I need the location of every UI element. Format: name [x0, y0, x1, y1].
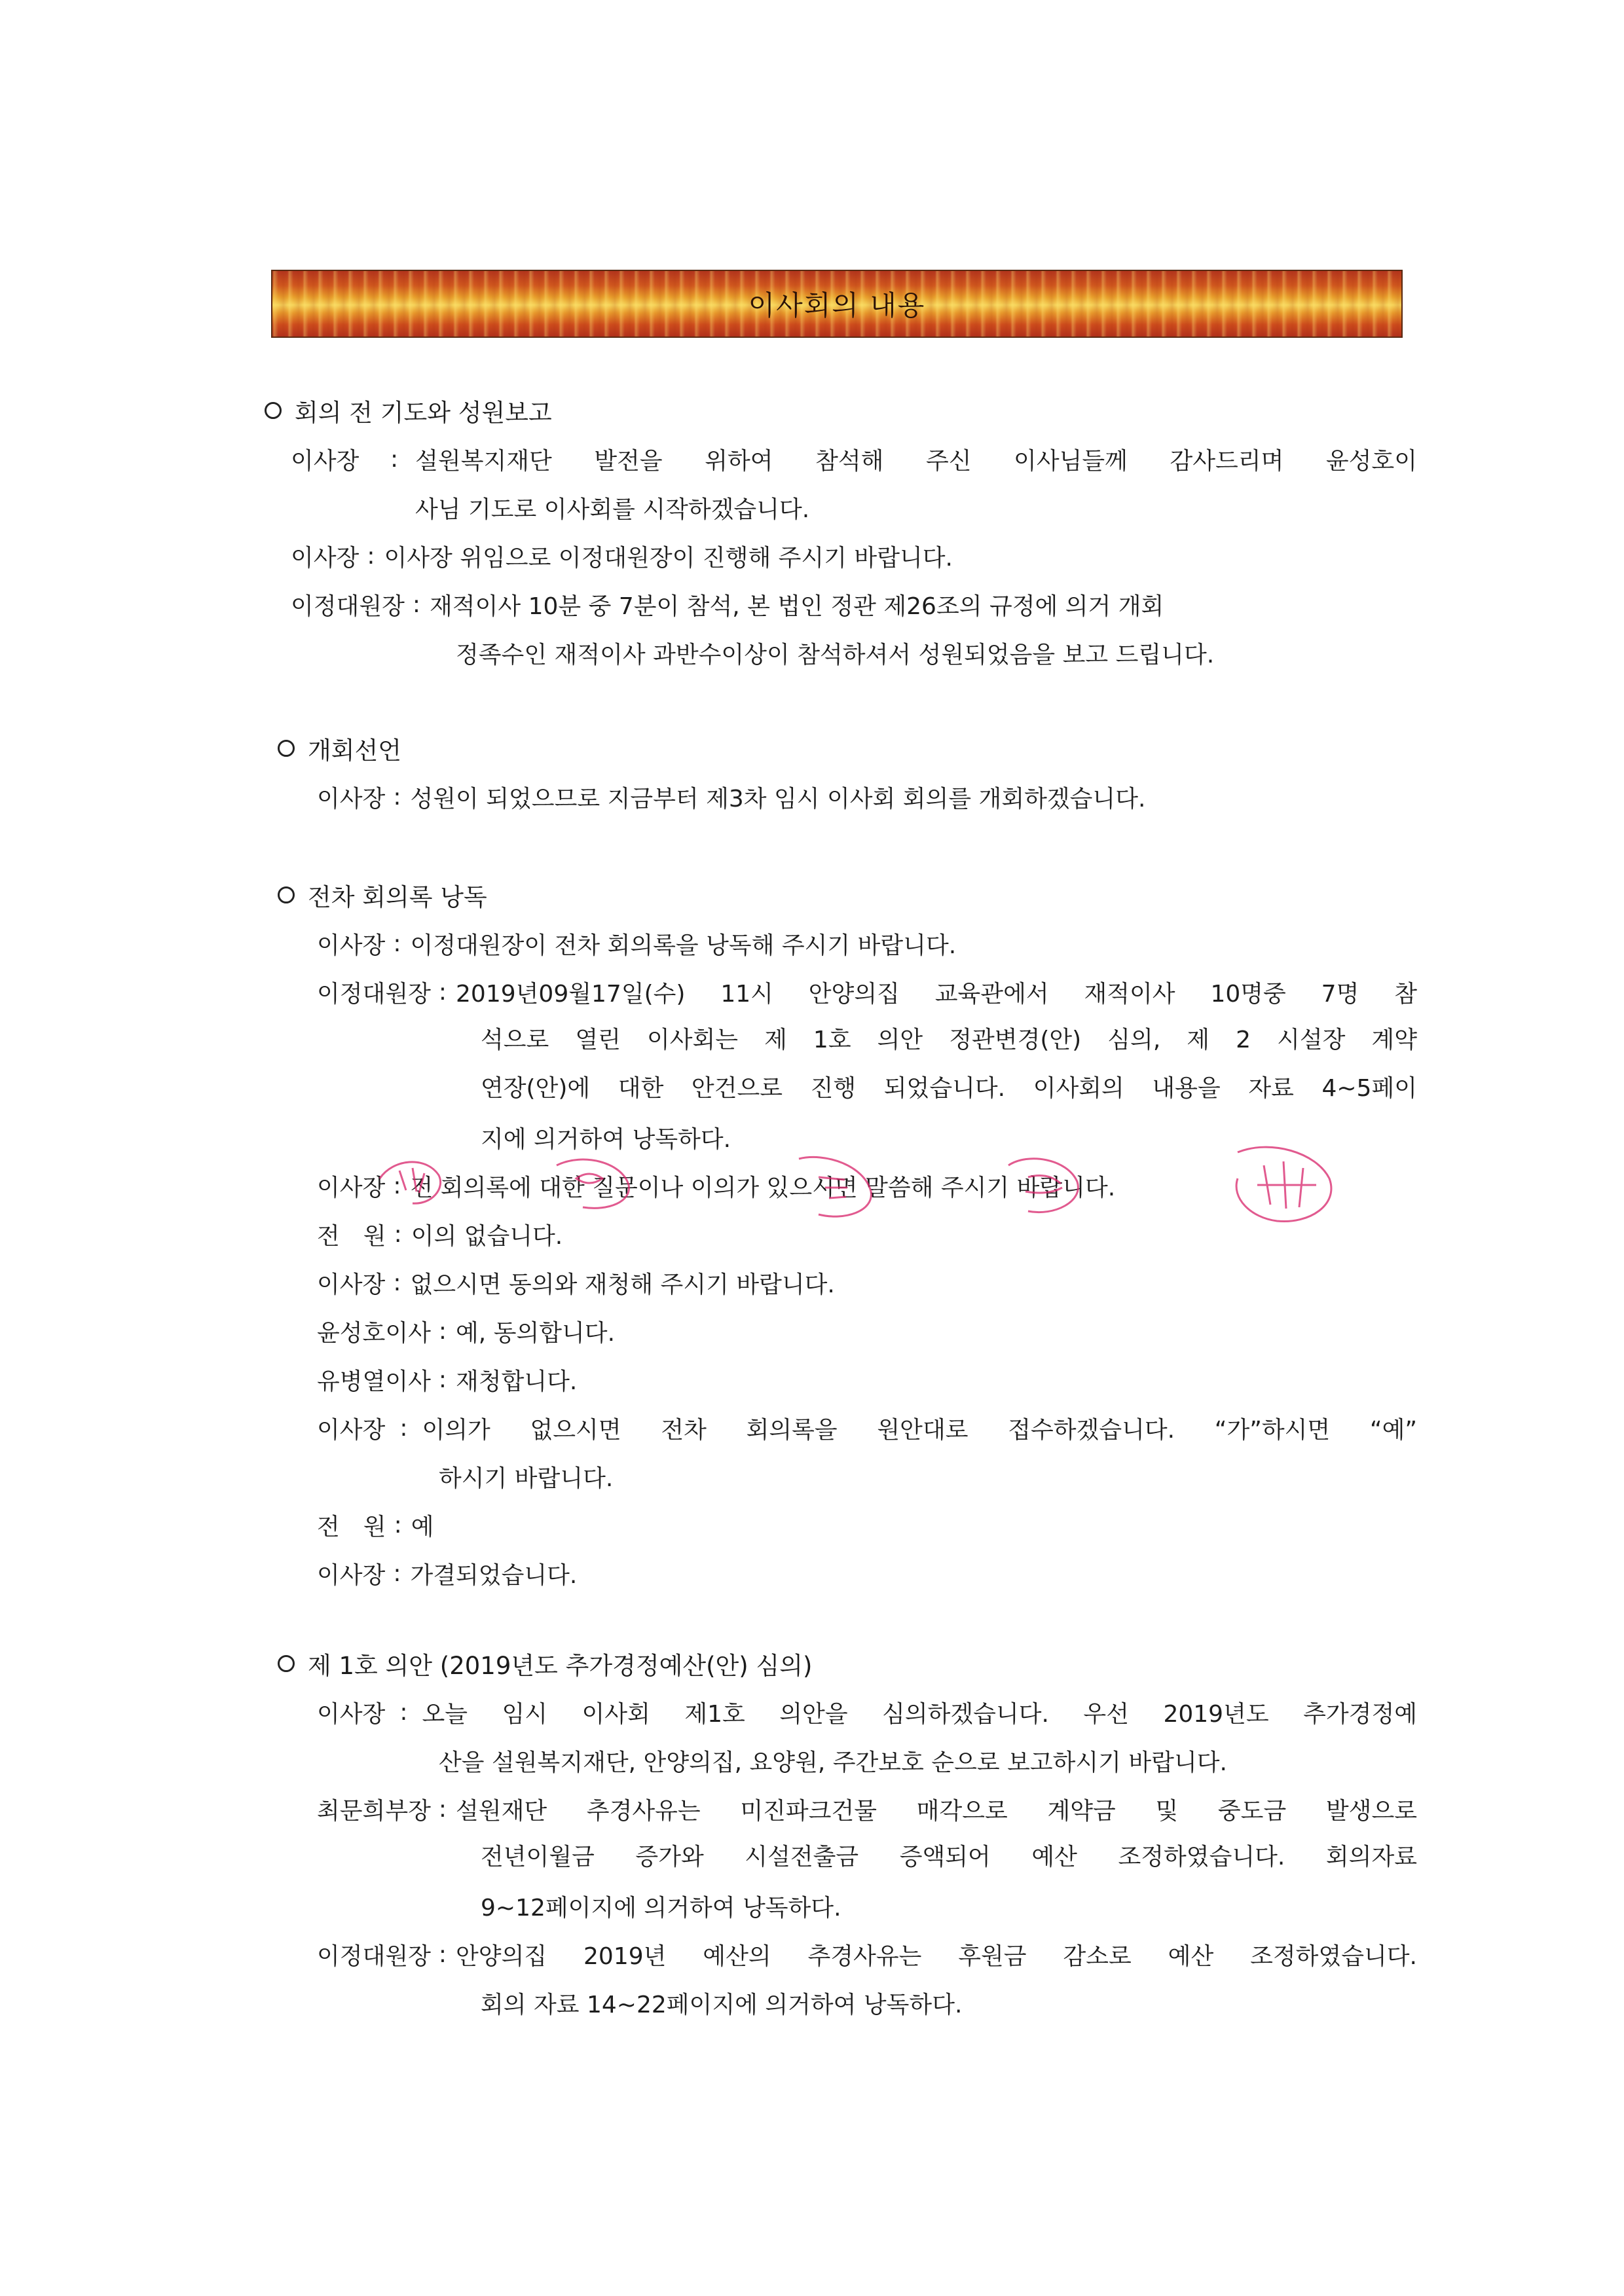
speech-text: 재청합니다.: [456, 1368, 578, 1395]
speech-text: 2019년09월17일(수) 11시 안양의집 교육관에서 재적이사 10명중 7명 참: [456, 980, 1417, 1008]
speaker-label: 이사장: [291, 447, 360, 475]
speech-line: [317, 1307, 1417, 1355]
section-title: 개회선언: [308, 737, 401, 765]
speech-continuation: 하시기 바랍니다.: [439, 1465, 614, 1492]
speech-line: [291, 532, 1417, 580]
speech-line: [317, 1210, 1417, 1258]
speaker-label: 이정대원장: [317, 980, 431, 1008]
banner-title: 이사회의 내용: [748, 289, 926, 321]
speech-line: [317, 1404, 1417, 1452]
circle-bullet-icon: [278, 1655, 295, 1672]
speaker-label: 전 원: [317, 1222, 386, 1250]
separator: :: [438, 978, 447, 1006]
speech-text: 재적이사 10분 중 7분이 참석, 본 법인 정관 제26조의 규정에 의거 개회: [430, 592, 1164, 620]
speech-text: 이의가 없으시면 전차 회의록을 원안대로 접수하겠습니다. “가”하시면 “예”: [422, 1416, 1417, 1444]
section-heading: [265, 386, 1417, 435]
separator: :: [399, 1414, 408, 1442]
speech-continuation: 연장(안)에 대한 안건으로 진행 되었습니다. 이사회의 내용을 자료 4~5페이: [481, 1075, 1417, 1102]
section-heading: [278, 724, 1417, 773]
speech-text: 설원복지재단 발전을 위하여 참석해 주신 이사님들께 감사드리며 윤성호이: [415, 447, 1417, 475]
speech-line: [317, 1688, 1417, 1736]
speech-text: 예, 동의합니다.: [456, 1319, 616, 1347]
speech-text: 성원이 되었으므로 지금부터 제3차 임시 이사회 회의를 개회하겠습니다.: [410, 785, 1146, 812]
speech-text: 이의 없습니다.: [411, 1222, 563, 1250]
separator: :: [412, 591, 421, 618]
speech-line: [317, 1258, 1417, 1307]
speech-text: 없으시면 동의와 재청해 주시기 바랍니다.: [410, 1271, 835, 1298]
separator: :: [438, 1795, 447, 1823]
speech-line: [317, 1785, 1417, 1833]
speech-continuation: 사님 기도로 이사회를 시작하겠습니다.: [415, 496, 810, 523]
separator: :: [393, 1559, 401, 1587]
speech-line: [317, 919, 1417, 968]
speech-line: [291, 580, 1417, 629]
speech-line: [317, 968, 1417, 1016]
speech-continuation: 9~12페이지에 의거하여 낭독하다.: [481, 1894, 841, 1922]
speech-line: [317, 1161, 1417, 1210]
separator: :: [438, 1366, 447, 1393]
speech-text: 오늘 임시 이사회 제1호 의안을 심의하겠습니다. 우선 2019년도 추가경정예: [422, 1700, 1417, 1728]
speech-continuation: 지에 의거하여 낭독하다.: [481, 1125, 731, 1153]
speech-text: 가결되었습니다.: [410, 1561, 578, 1589]
separator: :: [393, 1269, 401, 1296]
separator: :: [367, 542, 375, 570]
speech-continuation: 회의 자료 14~22페이지에 의거하여 낭독하다.: [481, 1991, 963, 2018]
speaker-label: 이사장: [317, 1271, 386, 1298]
speaker-label: 유병열이사: [317, 1368, 431, 1395]
section-title: 제 1호 의안 (2019년도 추가경정예산(안) 심의): [308, 1652, 813, 1680]
separator: :: [394, 1220, 402, 1248]
separator: :: [399, 1698, 408, 1726]
section-title: 전차 회의록 낭독: [308, 883, 487, 911]
speaker-label: 이사장: [317, 1561, 386, 1589]
separator: :: [438, 1317, 447, 1345]
speech-continuation: 산을 설원복지재단, 안양의집, 요양원, 주간보호 순으로 보고하시기 바랍니다.: [439, 1749, 1227, 1776]
circle-bullet-icon: [278, 740, 295, 757]
section-opening-prayer: [265, 386, 1417, 677]
speaker-label: 이정대원장: [291, 592, 405, 620]
speech-line: [317, 1930, 1417, 1978]
speech-line: [317, 773, 1417, 821]
speech-line: [317, 1501, 1417, 1549]
speaker-label: 이사장: [291, 544, 360, 572]
circle-bullet-icon: [278, 886, 295, 903]
section-heading: [278, 1639, 1417, 1688]
separator: :: [394, 1511, 402, 1539]
section-opening-declaration: [278, 724, 1417, 821]
circle-bullet-icon: [265, 402, 282, 419]
speech-text: 안양의집 2019년 예산의 추경사유는 후원금 감소로 예산 조정하였습니다.: [456, 1942, 1417, 1970]
speech-text: 이사장 위임으로 이정대원장이 진행해 주시기 바랍니다.: [384, 544, 953, 572]
speech-continuation: 석으로 열린 이사회는 제 1호 의안 정관변경(안) 심의, 제 2 시설장 계약: [481, 1027, 1417, 1053]
speech-text: 전 회의록에 대한 질문이나 이의가 있으시면 말씀해 주시기 바랍니다.: [410, 1174, 1116, 1201]
speaker-label: 이사장: [317, 1174, 386, 1201]
speech-line: [317, 1549, 1417, 1597]
separator: :: [393, 1172, 401, 1199]
speaker-label: 이사장: [317, 785, 386, 812]
section-heading: [278, 871, 1417, 919]
speaker-label: 윤성호이사: [317, 1319, 431, 1347]
speaker-label: 이사장: [317, 1416, 386, 1444]
speech-text: 설원재단 추경사유는 미진파크건물 매각으로 계약금 및 중도금 발생으로: [456, 1797, 1417, 1825]
speech-text: 예: [411, 1513, 434, 1540]
speech-line: [317, 1355, 1417, 1404]
speaker-label: 전 원: [317, 1513, 386, 1540]
section-agenda-1: [278, 1639, 1417, 2027]
speaker-label: 이사장: [317, 932, 386, 959]
speaker-label: 이정대원장: [317, 1942, 431, 1970]
speech-continuation: 전년이월금 증가와 시설전출금 증액되어 예산 조정하였습니다. 회의자료: [481, 1844, 1417, 1870]
speaker-label: 최문희부장: [317, 1797, 431, 1825]
title-banner: [271, 270, 1403, 338]
speech-line: [291, 435, 1417, 483]
separator: :: [390, 445, 399, 473]
section-previous-minutes: [278, 871, 1417, 1597]
speech-text: 이정대원장이 전차 회의록을 낭독해 주시기 바랍니다.: [410, 932, 957, 959]
section-title: 회의 전 기도와 성원보고: [295, 399, 552, 427]
speech-continuation: 정족수인 재적이사 과반수이상이 참석하셔서 성원되었음을 보고 드립니다.: [456, 641, 1215, 668]
speaker-label: 이사장: [317, 1700, 386, 1728]
separator: :: [438, 1941, 447, 1968]
separator: :: [393, 930, 401, 957]
separator: :: [393, 783, 401, 811]
